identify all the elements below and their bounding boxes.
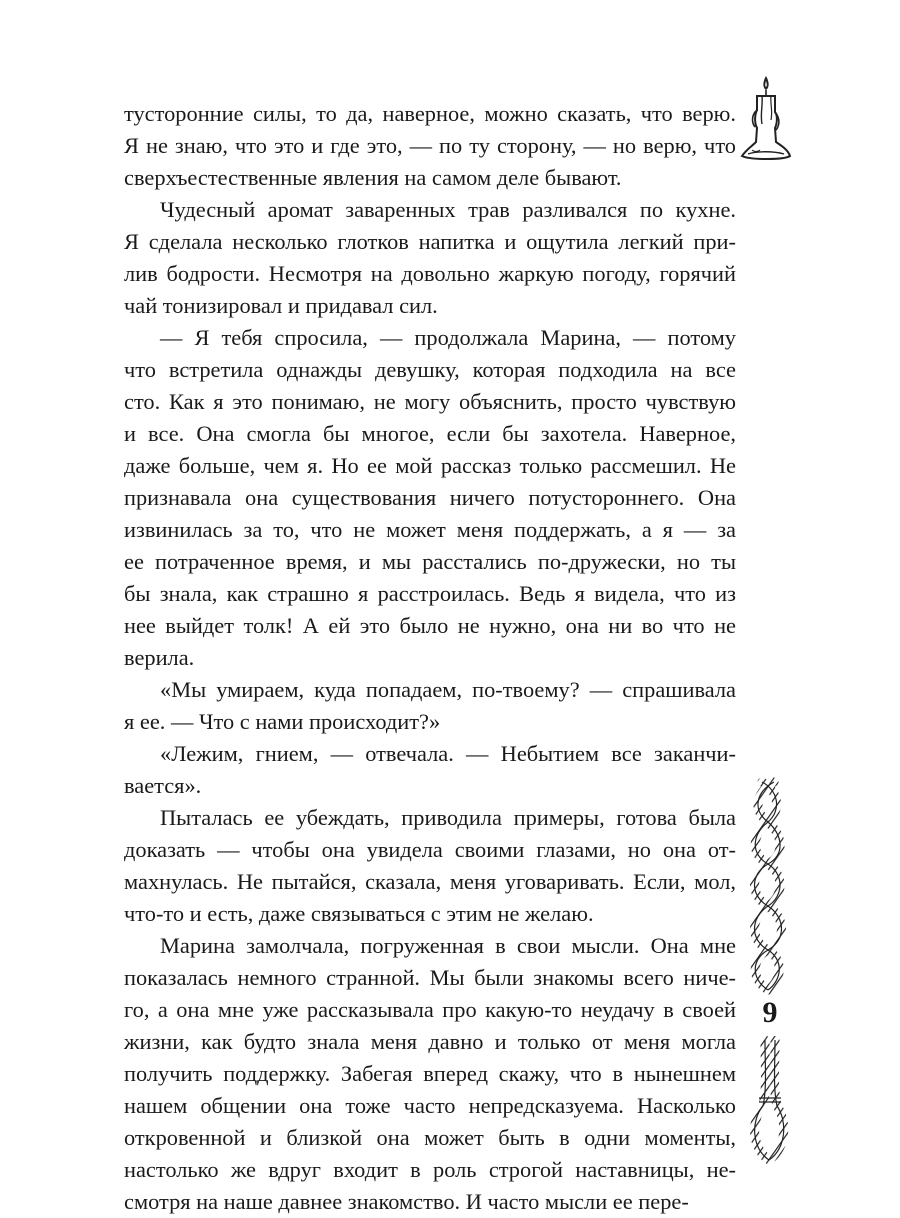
text-line: вается». xyxy=(124,773,202,798)
text-line: жизни, как будто знала меня давно и только от меня могла xyxy=(124,1029,736,1054)
text-line: доказать — чтобы она увидела своими глазами, но она от- xyxy=(124,837,736,862)
text-line: сто. Как я это понимаю, не могу объяснить, просто чувствую xyxy=(124,389,736,414)
text-line: получить поддержку. Забегая вперед скажу, что в нынешнем xyxy=(124,1061,736,1086)
text-line: смотря на наше давнее знакомство. И часто мысли ее пере- xyxy=(124,1189,689,1214)
text-line: я ее. — Что с нами происходит?» xyxy=(124,709,441,734)
rope-loop-icon xyxy=(745,1036,793,1168)
text-line: нее выйдет толк! А ей это было не нужно, она ни во что не xyxy=(124,613,736,638)
text-line: го, а она мне уже рассказывала про какую-то неудачу в своей xyxy=(124,997,736,1022)
body-text xyxy=(124,98,736,1218)
text-line: что-то и есть, даже связываться с этим не желаю. xyxy=(124,901,594,926)
text-line: тусторонние силы, то да, наверное, можно сказать, что верю. xyxy=(124,101,736,126)
text-line: что встретила однажды девушку, которая подходила на все xyxy=(124,357,736,382)
text-line: настолько же вдруг входит в роль строгой наставницы, не- xyxy=(124,1157,736,1182)
text-line: сверхъестественные явления на самом деле бывают. xyxy=(124,165,622,190)
text-line: извинилась за то, что не может меня поддержать, а я — за xyxy=(124,517,736,542)
text-line: «Мы умираем, куда попадаем, по-твоему? — спрашивала xyxy=(160,677,736,702)
text-line: Я не знаю, что это и где это, — по ту сторону, — но верю, что xyxy=(124,133,736,158)
text-line: Я сделала несколько глотков напитка и ощутила легкий при- xyxy=(124,229,736,254)
text-line: «Лежим, гнием, — отвечала. — Небытием все заканчи- xyxy=(160,741,736,766)
text-line: и все. Она смогла бы многое, если бы захотела. Наверное, xyxy=(124,421,736,446)
text-line: Марина замолчала, погруженная в свои мысли. Она мне xyxy=(160,933,736,958)
text-line: Чудесный аромат заваренных трав разливался по кухне. xyxy=(160,197,736,222)
text-line: чай тонизировал и придавал сил. xyxy=(124,293,438,318)
text-line: лив бодрости. Несмотря на довольно жаркую погоду, горячий xyxy=(124,261,736,286)
text-line: показалась немного странной. Мы были знакомы всего ниче- xyxy=(124,965,736,990)
text-line: ее потраченное время, и мы расстались по-дружески, но ты xyxy=(124,549,736,574)
text-line: верила. xyxy=(124,645,195,670)
text-line: — Я тебя спросила, — продолжала Марина, — потому xyxy=(160,325,736,350)
text-line: махнулась. Не пытайся, сказала, меня уговаривать. Если, мол, xyxy=(124,869,736,894)
text-line: Пыталась ее убеждать, приводила примеры, готова была xyxy=(160,805,736,830)
text-line: откровенной и близкой она может быть в одни моменты, xyxy=(124,1125,736,1150)
text-line: бы знала, как страшно я расстроилась. Ведь я видела, что из xyxy=(124,581,736,606)
text-line: нашем общении она тоже часто непредсказуема. Насколько xyxy=(124,1093,736,1118)
rope-knot-icon xyxy=(738,776,798,1004)
page-number: 9 xyxy=(762,996,778,1029)
text-line: признавала она существования ничего потустороннего. Она xyxy=(124,485,736,510)
candle-icon xyxy=(738,72,794,166)
text-line: даже больше, чем я. Но ее мой рассказ только рассмешил. Не xyxy=(124,453,736,478)
